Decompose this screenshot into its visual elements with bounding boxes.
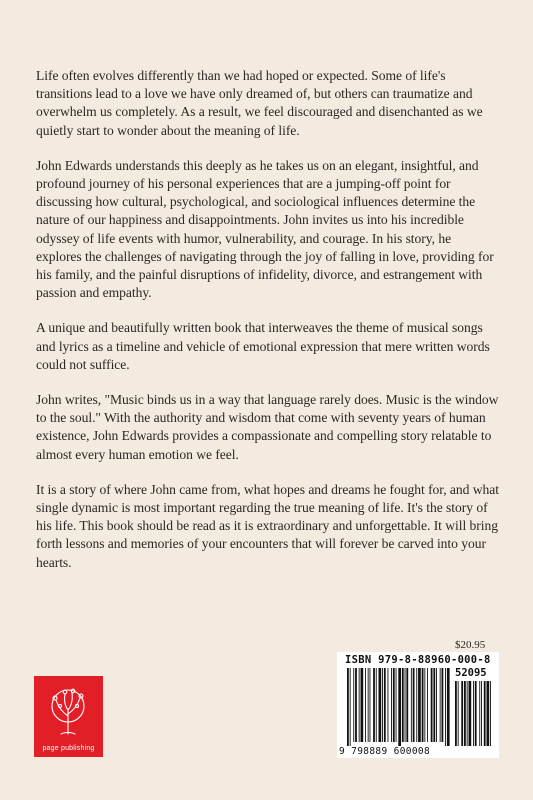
addon-bar xyxy=(467,681,468,746)
ean-digits: 9 798889 600008 xyxy=(339,746,431,757)
barcode-bar xyxy=(393,668,395,742)
barcode-bar xyxy=(379,668,382,742)
book-blurb xyxy=(36,67,500,589)
barcode-bar xyxy=(388,668,389,742)
barcode-bar xyxy=(416,668,417,742)
addon-bar xyxy=(464,681,466,746)
barcode-bar xyxy=(440,668,441,742)
price-addon-code: 52095 xyxy=(455,667,487,679)
barcode-bar xyxy=(447,668,450,746)
publisher-name: page publishing xyxy=(42,745,95,752)
addon-bar xyxy=(490,681,491,746)
barcode-bar xyxy=(376,668,377,742)
price-label: $20.95 xyxy=(455,639,486,651)
barcode-bar xyxy=(373,668,375,742)
barcode-bar xyxy=(353,668,354,742)
addon-bar xyxy=(484,681,486,746)
blurb-paragraph-4: John writes, "Music binds us in a way that language rarely does. Music is the window to the soul." With the authority and wisdom that come with seventy years of human existence, John Edwards provides a compassionate and compelling story relatable to almost every human emotion we feel. xyxy=(36,392,499,462)
barcode-bar xyxy=(405,668,406,742)
barcode-bar xyxy=(350,668,351,746)
barcode-bar xyxy=(413,668,415,742)
barcode-bar xyxy=(361,668,364,742)
barcode-bar xyxy=(391,668,392,742)
addon-bar xyxy=(469,681,472,746)
blurb-paragraph-2: John Edwards understands this deeply as he takes us on an elegant, insightful, and profound journey of his personal experiences that are a jumping-off point for discussing how cultural, psychological, and sociological influences determine the nature of our happiness and disappointments. John invites us into his incredible odyssey of life events with humor, vulnerability, and courage. In his story, he explores the challenges of navigating through the joy of falling in love, providing for his family, and the painful disruptions of infidelity, divorce, and estrangement with passion and empathy. xyxy=(36,157,494,301)
barcode-bar xyxy=(402,668,404,742)
barcode-bar xyxy=(433,668,435,742)
barcode-bar xyxy=(355,668,357,742)
publisher-logo xyxy=(34,676,103,757)
addon-bar xyxy=(475,681,477,746)
addon-bar xyxy=(455,681,457,746)
barcode-bar xyxy=(411,668,412,742)
isbn-number: ISBN 979-8-88960-000-8 xyxy=(345,654,491,666)
barcode-bar xyxy=(445,668,446,746)
addon-bar xyxy=(458,681,459,746)
addon-bar xyxy=(481,681,482,746)
barcode-bar xyxy=(396,668,397,742)
barcode-bar xyxy=(436,668,437,742)
barcode-bar xyxy=(382,668,383,742)
blurb-paragraph-1: Life often evolves differently than we had hoped or expected. Some of life's transitions lead to a love we have only dreamed of, but others can traumatize and overwhelm us completely. As a result, we feel discouraged and disenchanted as we quietly start to wonder about the meaning of life. xyxy=(36,68,483,138)
barcode-bar xyxy=(347,668,349,746)
barcode-bar xyxy=(365,668,366,742)
barcode-bar xyxy=(431,668,433,742)
barcode-bar xyxy=(422,668,424,742)
barcode-bar xyxy=(359,668,360,742)
barcode-bar xyxy=(427,668,428,742)
barcode-bar xyxy=(418,668,421,742)
isbn-barcode xyxy=(337,652,499,758)
barcode-bar xyxy=(368,668,369,742)
barcode-bar xyxy=(406,668,408,742)
addon-bar xyxy=(479,681,480,746)
addon-bar xyxy=(473,681,474,746)
barcode-bar xyxy=(398,668,401,746)
blurb-paragraph-3: A unique and beautifully written book that interweaves the theme of musical songs and lyrics as a timeline and vehicle of emotional expression that mere written words could not suffice. xyxy=(36,320,490,372)
barcode-bar xyxy=(424,668,425,742)
barcode-bar xyxy=(370,668,371,742)
barcode-bar xyxy=(442,668,444,742)
barcode-bar xyxy=(384,668,386,742)
addon-bar xyxy=(461,681,463,746)
addon-bar xyxy=(487,681,490,746)
blurb-paragraph-5: It is a story of where John came from, what hopes and dreams he fought for, and what single dynamic is most important regarding the true meaning of life. It's the story of his life. This book should be read as it is extraordinary and unforgettable. It will bring forth lessons and memories of your encounters that will forever be carved into your hearts. xyxy=(36,481,499,570)
